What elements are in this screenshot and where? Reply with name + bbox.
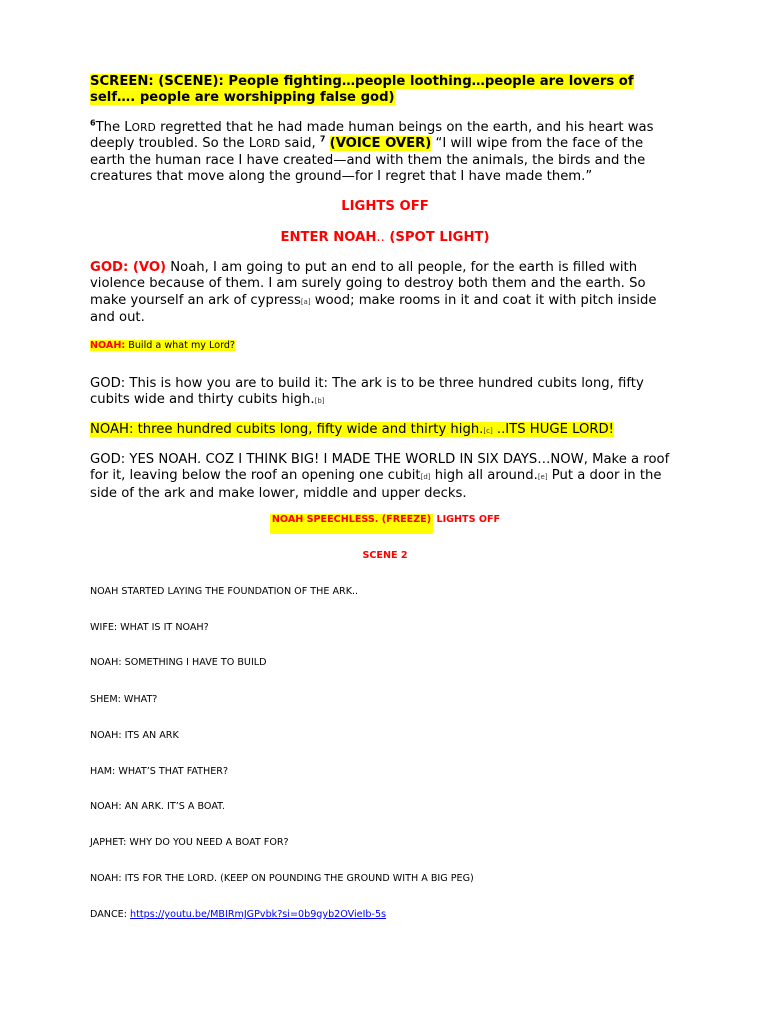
dance-label: DANCE:: [90, 909, 131, 920]
script-line: HAM: WHAT’S THAT FATHER?: [90, 766, 229, 777]
noah-build-text: Build a what my Lord?: [125, 340, 236, 351]
footnote-b: [b]: [314, 397, 325, 406]
script-line: WIFE: WHAT IS IT NOAH?: [90, 622, 209, 633]
noah-build-line: [90, 340, 680, 352]
screen-label: SCREEN: (SCENE):: [90, 74, 224, 89]
god-vo-label: GOD: (VO): [90, 260, 167, 275]
lord-smallcaps: ORD: [131, 122, 156, 134]
dance-line: [90, 909, 680, 921]
freeze-lights-off: LIGHTS OFF: [433, 514, 501, 525]
enter-noah-c: (SPOT LIGHT): [384, 230, 490, 245]
verse-6-paragraph: [90, 120, 680, 186]
voice-over-label: (VOICE OVER): [329, 136, 432, 152]
noah-huge-line: [90, 422, 680, 439]
screen-text: People fighting…people loothing…people are lovers of self…. people are worshipping false god): [90, 74, 634, 106]
freeze-heading: [90, 514, 680, 534]
script-line: NOAH: AN ARK. IT’S A BOAT.: [90, 801, 225, 812]
script-line: NOAH STARTED LAYING THE FOUNDATION OF THE ARK..: [90, 586, 359, 597]
lights-off-heading: LIGHTS OFF: [341, 199, 429, 214]
noah-label: NOAH:: [90, 340, 126, 351]
verse6-pre: The L: [95, 120, 132, 135]
god-think-paragraph: [90, 452, 680, 502]
verse6-post: “I will wipe from the face of the earth the human race I have created—and with them the animals, the birds and the creatures that move along the ground—for I regret that I have made them.”: [90, 136, 646, 185]
lord-smallcaps-2: ORD: [256, 138, 281, 151]
enter-noah-dots: ..: [376, 230, 385, 245]
god-vo-text: Noah, I am going to put an end to all people, for the earth is filled with violence because of them. I am surely going to destroy both them and the earth. So make yourself an ark of cypress: [90, 260, 646, 308]
god-vo-paragraph: [90, 260, 680, 327]
dance-video-link[interactable]: https://youtu.be/MBIRmJGPvbk?si=0b9gyb2OVieIb-5s: [130, 909, 387, 920]
god-vo-text2: wood; make rooms in it and coat it with pitch inside and out.: [90, 292, 657, 326]
script-line: NOAH: ITS AN ARK: [90, 730, 179, 741]
god-build-paragraph: [90, 376, 680, 410]
god-think-text3: Put a door in the side of the ark and make lower, middle and upper decks.: [90, 468, 662, 501]
script-line: NOAH: ITS FOR THE LORD. (KEEP ON POUNDING THE GROUND WITH A BIG PEG): [90, 873, 474, 884]
noah-huge-highlight: [90, 422, 614, 437]
god-think-text2: high all around.: [430, 468, 538, 484]
scene-2-heading: SCENE 2: [362, 550, 408, 561]
freeze-highlight: NOAH SPEECHLESS. (FREEZE): [270, 514, 433, 534]
enter-noah-heading: [90, 230, 680, 246]
screen-block: [90, 74, 680, 107]
script-line: NOAH: SOMETHING I HAVE TO BUILD: [90, 657, 267, 668]
verse6-mid: regretted that he had made human beings on the earth, and his heart was deeply troubled. So the L: [90, 120, 654, 152]
noah-huge-text: NOAH: three hundred cubits long, fifty wide and thirty high.: [90, 422, 484, 437]
enter-noah-a: ENTER NOAH: [280, 230, 377, 245]
verse6-said: said,: [280, 136, 320, 152]
footnote-a: [a]: [300, 297, 311, 306]
noah-huge-text2: ..ITS HUGE LORD!: [492, 422, 614, 437]
footnote-c: [c]: [483, 427, 493, 435]
footnote-d: [d]: [420, 473, 431, 482]
god-build-text: GOD: This is how you are to build it: The ark is to be three hundred cubits long, fifty cubits wide and thirty cubits high.: [90, 376, 644, 408]
god-think-text: GOD: YES NOAH. COZ I THINK BIG! I MADE THE WORLD IN SIX DAYS…NOW, Make a roof for it, leaving below the roof an opening one cubit: [90, 452, 670, 484]
script-line: SHEM: WHAT?: [90, 694, 158, 705]
footnote-e: [e]: [537, 473, 548, 482]
script-line: JAPHET: WHY DO YOU NEED A BOAT FOR?: [90, 837, 289, 848]
verse-number-7: 7: [319, 135, 326, 145]
verse-number-6: 6: [90, 118, 96, 128]
noah-build-highlight: [90, 340, 235, 351]
